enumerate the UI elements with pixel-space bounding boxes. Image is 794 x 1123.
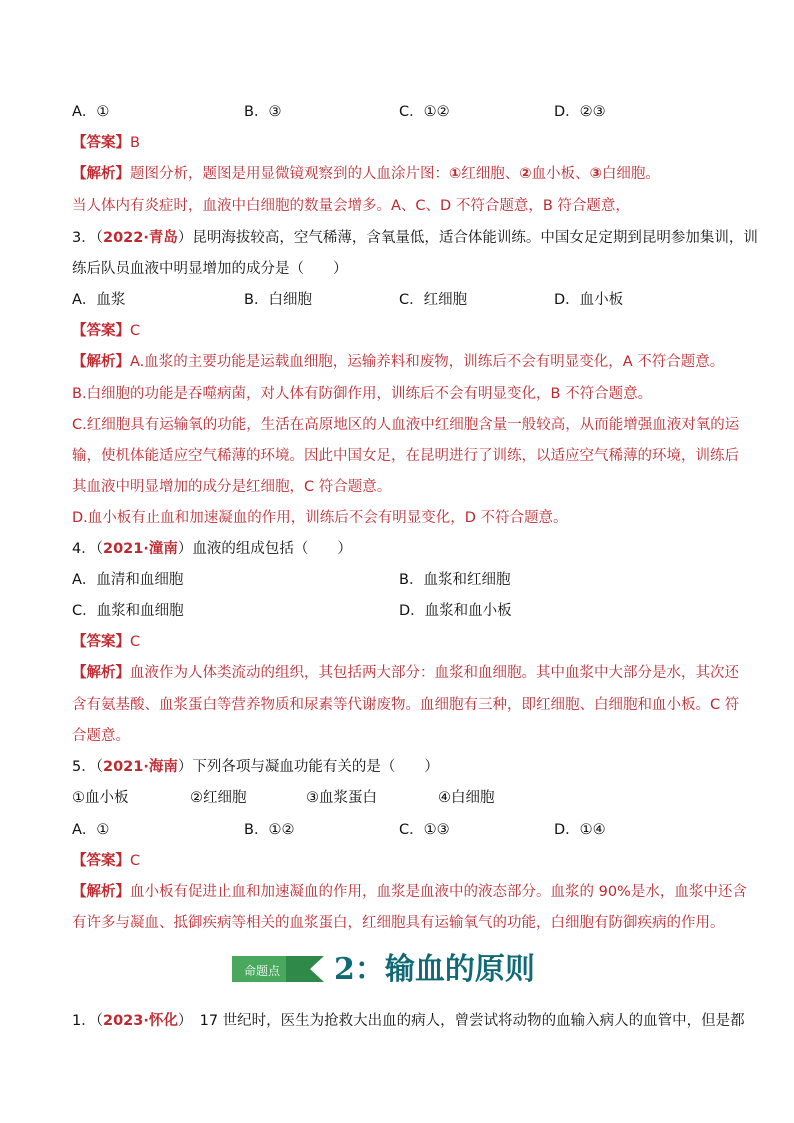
q4-analysis-line2: 含有氨基酸、血浆蛋白等营养物质和尿素等代谢废物。血细胞有三种，即红细胞、白细胞和血小板。C 符: [72, 697, 740, 713]
q4-analysis: 【解析】血液作为人体类流动的组织，其包括两大部分：血浆和血细胞。其中血浆中大部分是水，其次还: [72, 665, 739, 681]
q5-item-4: ④白细胞: [438, 790, 495, 806]
q5-stem: 5．（2021·海南）下列各项与凝血功能有关的是（ ）: [72, 759, 439, 775]
q3-analysis-d: D.血小板有止血和加速凝血的作用，训练后不会有明显变化，D 不符合题意。: [72, 510, 568, 526]
q5-item-2: ②红细胞: [190, 790, 247, 806]
q3-analysis-b: B.白细胞的功能是吞噬病菌，对人体有防御作用，训练后不会有明显变化，B 不符合题意。: [72, 386, 653, 402]
q3-analysis-c3: 其血液中明显增加的成分是红细胞，C 符合题意。: [72, 479, 392, 495]
q2-analysis-line2: 当人体内有炎症时，血液中白细胞的数量会增多。A、C、D 不符合题意，B 符合题意，: [72, 198, 630, 214]
q5-analysis: 【解析】血小板有促进止血和加速凝血的作用，血浆是血液中的液态部分。血浆的 90%是水，血浆中还含: [72, 884, 747, 900]
q3-analysis-c2: 输，使机体能适应空气稀薄的环境。因此中国女足，在昆明进行了训练，以适应空气稀薄的环境，训练后: [72, 448, 739, 464]
q5-answer: 【答案】C: [72, 853, 141, 869]
q2-answer: 【答案】B: [72, 135, 140, 151]
q2-option-d: D．②③: [554, 104, 606, 120]
q5-option-c: C．①③: [399, 822, 450, 838]
q4-analysis-line3: 合题意。: [72, 728, 130, 744]
q3-option-c: C．红细胞: [399, 292, 468, 308]
q3-answer: 【答案】C: [72, 323, 141, 339]
flag-label: 命题点: [244, 964, 281, 978]
q2-option-c: C．①②: [399, 104, 450, 120]
section-heading: [232, 950, 562, 990]
q5-option-d: D．①④: [554, 822, 606, 838]
q3-option-d: D．血小板: [554, 292, 624, 308]
q3-source: 2022·青岛: [102, 230, 178, 246]
q4-answer: 【答案】C: [72, 634, 141, 650]
q5-source: 2021·海南: [102, 759, 178, 775]
q2-option-b: B．③: [244, 104, 282, 120]
q3-stem: 3．（2022·青岛）昆明海拔较高，空气稀薄，含氧量低，适合体能训练。中国女足定期到昆明参加集训，训: [72, 230, 758, 246]
q4-option-d: D．血浆和血小板: [399, 603, 512, 619]
q4-option-b: B．血浆和红细胞: [399, 572, 511, 588]
q4-stem: 4．（2021·潼南）血液的组成包括（ ）: [72, 541, 352, 557]
q1b-source: 2023·怀化: [102, 1013, 178, 1029]
q2-option-a: A．①: [72, 104, 110, 120]
q3-option-b: B．白细胞: [244, 292, 312, 308]
flag-banner-icon: [232, 954, 324, 984]
q4-source: 2021·潼南: [102, 541, 178, 557]
q5-item-3: ③血浆蛋白: [306, 790, 377, 806]
q5-item-1: ①血小板: [72, 790, 129, 806]
q5-analysis-line2: 有许多与凝血、抵御疾病等相关的血浆蛋白，红细胞具有运输氧气的功能，白细胞有防御疾病的作用。: [72, 915, 725, 931]
q2-analysis: 【解析】题图分析，题图是用显微镜观察到的人血涂片图：①红细胞、②血小板、③白细胞。: [72, 166, 660, 182]
q3-option-a: A．血浆: [72, 292, 126, 308]
q5-option-b: B．①②: [244, 822, 295, 838]
section-title: 2：输血的原则: [334, 952, 535, 987]
q3-analysis-c: C.红细胞具有运输氧的功能，生活在高原地区的人血液中红细胞含量一般较高，从而能增强血液对氧的运: [72, 417, 740, 433]
q4-option-a: A．血清和血细胞: [72, 572, 184, 588]
q4-option-c: C．血浆和血细胞: [72, 603, 184, 619]
q3-stem-line2: 练后队员血液中明显增加的成分是（ ）: [72, 261, 348, 277]
q5-option-a: A．①: [72, 822, 110, 838]
q3-analysis: 【解析】A.血浆的主要功能是运载血细胞，运输养料和废物，训练后不会有明显变化，A 不符合题意。: [72, 354, 725, 370]
q1b-stem: 1．（2023·怀化） 17 世纪时，医生为抢救大出血的病人，曾尝试将动物的血输入病人的血管中，但是都: [72, 1013, 745, 1029]
